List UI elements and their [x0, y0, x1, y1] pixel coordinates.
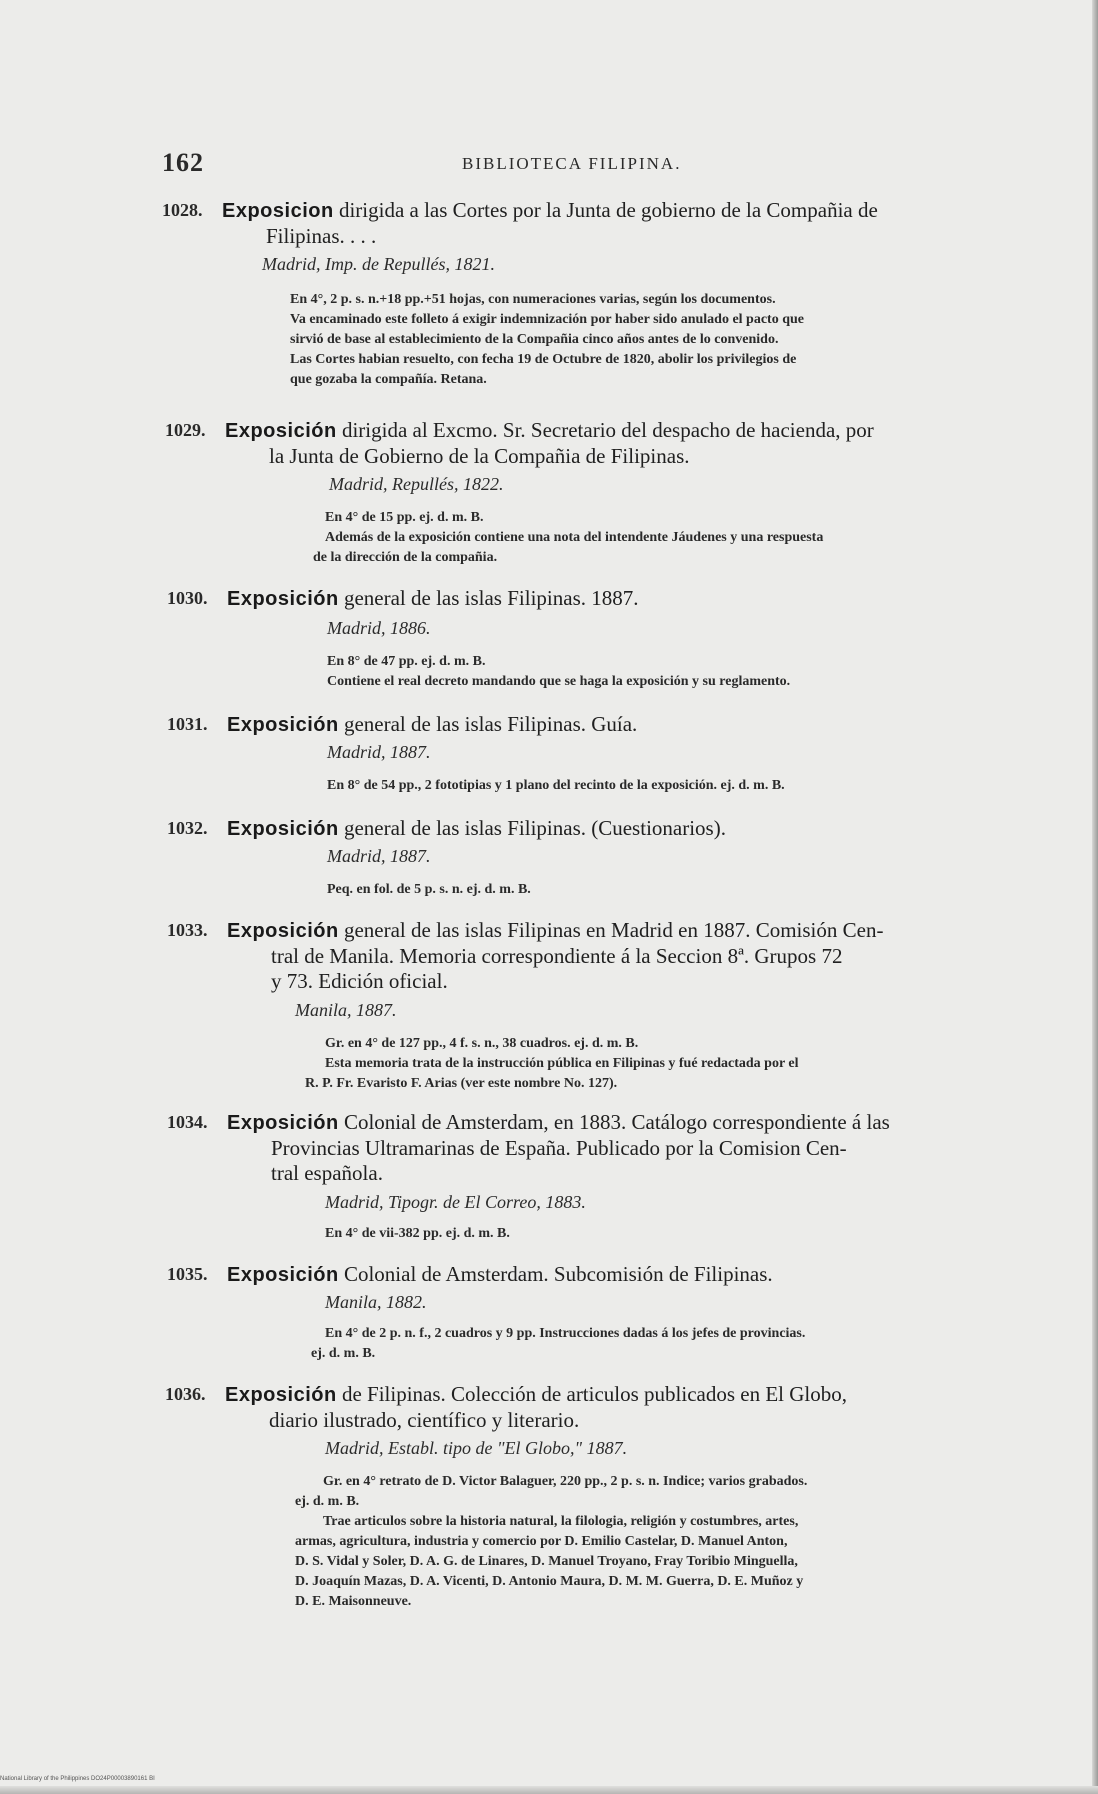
entry-title-line: de Filipinas. Colección de articulos publicados en El Globo, — [341, 1382, 848, 1406]
note-line: D. E. Maisonneuve. — [295, 1594, 412, 1609]
entry-title-line: la Junta de Gobierno de la Compañia de Filipinas. — [269, 444, 690, 468]
note-line: Gr. en 4° de 127 pp., 4 f. s. n., 38 cuadros. ej. d. m. B. — [325, 1036, 639, 1051]
entry-imprint: Madrid, Establ. tipo de "El Globo," 1887. — [325, 1438, 628, 1458]
entry-keyword: Exposicion — [222, 200, 334, 222]
entry-imprint: Madrid, Repullés, 1822. — [329, 474, 504, 494]
note-line: sirvió de base al establecimiento de la Compañia cinco años antes de lo convenido. — [290, 332, 779, 347]
entry-keyword: Exposición — [227, 588, 339, 610]
entry-title-line: Provincias Ultramarinas de España. Publicado por la Comision Cen- — [271, 1136, 847, 1160]
entry-title-line: tral española. — [271, 1161, 383, 1185]
running-head — [162, 148, 762, 188]
note-line: Además de la exposición contiene una nota del intendente Jáudenes y una respuesta — [325, 530, 824, 545]
entry-title-line: y 73. Edición oficial. — [271, 969, 448, 993]
entry-number: 1028. — [162, 200, 203, 220]
entry-keyword: Exposición — [227, 818, 339, 840]
note-line: ej. d. m. B. — [311, 1346, 376, 1361]
entry-title-line: general de las islas Filipinas. (Cuestionarios). — [343, 816, 726, 840]
note-line: ej. d. m. B. — [295, 1494, 360, 1509]
entry-notes — [325, 1224, 1095, 1244]
note-line: R. P. Fr. Evaristo F. Arias (ver este nombre No. 127). — [305, 1076, 618, 1091]
note-line: Las Cortes habian resuelto, con fecha 19 de Octubre de 1820, abolir los privilegios de — [290, 352, 797, 367]
entry-title — [227, 712, 1027, 738]
running-title: BIBLIOTECA FILIPINA. — [462, 154, 682, 173]
entry-title-line: general de las islas Filipinas en Madrid en 1887. Comisión Cen- — [343, 918, 884, 942]
note-line: En 4° de vii-382 pp. ej. d. m. B. — [325, 1226, 510, 1241]
entry-notes — [295, 1472, 1065, 1612]
note-line: que gozaba la compañía. Retana. — [290, 372, 487, 387]
note-line: D. Joaquín Mazas, D. A. Vicenti, D. Antonio Maura, D. M. M. Guerra, D. E. Muñoz y — [295, 1574, 804, 1589]
entry-imprint: Madrid, 1887. — [327, 846, 431, 866]
note-line: de la dirección de la compañia. — [313, 550, 498, 565]
entry-title-line: general de las islas Filipinas. 1887. — [343, 586, 639, 610]
entry-title-line: Colonial de Amsterdam. Subcomisión de Filipinas. — [343, 1262, 773, 1286]
entry-keyword: Exposición — [227, 1112, 339, 1134]
entry-number: 1030. — [167, 588, 208, 608]
entry-title — [227, 1262, 1027, 1288]
entry-title — [227, 918, 1027, 994]
entry-number: 1033. — [167, 920, 208, 940]
entry-keyword: Exposición — [225, 1384, 337, 1406]
entry-keyword: Exposición — [227, 1264, 339, 1286]
entry-imprint: Madrid, 1887. — [327, 742, 431, 762]
entry-notes — [327, 652, 1097, 692]
note-line: En 8° de 47 pp. ej. d. m. B. — [327, 654, 486, 669]
entry-title — [225, 418, 1025, 469]
entry-notes — [327, 776, 1097, 796]
entry-keyword: Exposición — [227, 714, 339, 736]
entry-notes — [290, 290, 1060, 390]
entry-title — [227, 1110, 1027, 1186]
page-number: 162 — [162, 148, 204, 177]
entry-title-line: Filipinas. . . . — [266, 224, 377, 248]
entry-title-line: general de las islas Filipinas. Guía. — [343, 712, 638, 736]
entry-imprint: Manila, 1887. — [295, 1000, 397, 1020]
entry-imprint: Manila, 1882. — [325, 1292, 427, 1312]
note-line: Va encaminado este folleto á exigir indemnización por haber sido anulado el pacto que — [290, 312, 805, 327]
entry-title — [222, 198, 1022, 249]
entry-number: 1036. — [165, 1384, 206, 1404]
entry-imprint: Madrid, 1886. — [327, 618, 431, 638]
entry-title-line: diario ilustrado, científico y literario. — [269, 1408, 580, 1432]
entry-number: 1035. — [167, 1264, 208, 1284]
entry-title-line: dirigida a las Cortes por la Junta de gobierno de la Compañia de — [338, 198, 878, 222]
entry-title-line: tral de Manila. Memoria correspondiente á la Seccion 8ª. Grupos 72 — [271, 944, 843, 968]
page-bottom-edge — [0, 1786, 1098, 1794]
note-line: Esta memoria trata de la instrucción pública en Filipinas y fué redactada por el — [325, 1056, 799, 1071]
entry-title-line: dirigida al Excmo. Sr. Secretario del despacho de hacienda, por — [341, 418, 874, 442]
note-line: Peq. en fol. de 5 p. s. n. ej. d. m. B. — [327, 882, 531, 897]
note-line: En 8° de 54 pp., 2 fototipias y 1 plano del recinto de la exposición. ej. d. m. B. — [327, 778, 785, 793]
entry-number: 1031. — [167, 714, 208, 734]
entry-number: 1029. — [165, 420, 206, 440]
entry-notes — [313, 508, 1095, 568]
note-line: En 4°, 2 p. s. n.+18 pp.+51 hojas, con numeraciones varias, según los documentos. — [290, 292, 776, 307]
scan-credit: National Library of the Philippines DO24P00003890161 BI — [0, 1776, 155, 1782]
entry-imprint: Madrid, Tipogr. de El Correo, 1883. — [325, 1192, 586, 1212]
note-line: En 4° de 2 p. n. f., 2 cuadros y 9 pp. Instrucciones dadas á los jefes de provincias. — [325, 1326, 806, 1341]
entry-title-line: Colonial de Amsterdam, en 1883. Catálogo correspondiente á las — [343, 1110, 890, 1134]
note-line: Trae articulos sobre la historia natural, la filologia, religión y costumbres, artes, — [323, 1514, 799, 1529]
note-line: armas, agricultura, industria y comercio por D. Emilio Castelar, D. Manuel Anton, — [295, 1534, 788, 1549]
entry-imprint: Madrid, Imp. de Repullés, 1821. — [262, 254, 495, 274]
note-line: Gr. en 4° retrato de D. Victor Balaguer, 220 pp., 2 p. s. n. Indice; varios grabados. — [323, 1474, 808, 1489]
note-line: D. S. Vidal y Soler, D. A. G. de Linares, D. Manuel Troyano, Fray Toribio Minguella, — [295, 1554, 798, 1569]
entry-title — [227, 816, 1027, 842]
entry-keyword: Exposición — [227, 920, 339, 942]
entry-title — [225, 1382, 1025, 1433]
entry-keyword: Exposición — [225, 420, 337, 442]
entry-notes — [327, 880, 1097, 900]
note-line: En 4° de 15 pp. ej. d. m. B. — [325, 510, 484, 525]
entry-number: 1032. — [167, 818, 208, 838]
entry-notes — [305, 1034, 1095, 1094]
entry-title — [227, 586, 1027, 612]
entry-notes — [311, 1324, 1095, 1364]
note-line: Contiene el real decreto mandando que se haga la exposición y su reglamento. — [327, 674, 791, 689]
entry-number: 1034. — [167, 1112, 208, 1132]
